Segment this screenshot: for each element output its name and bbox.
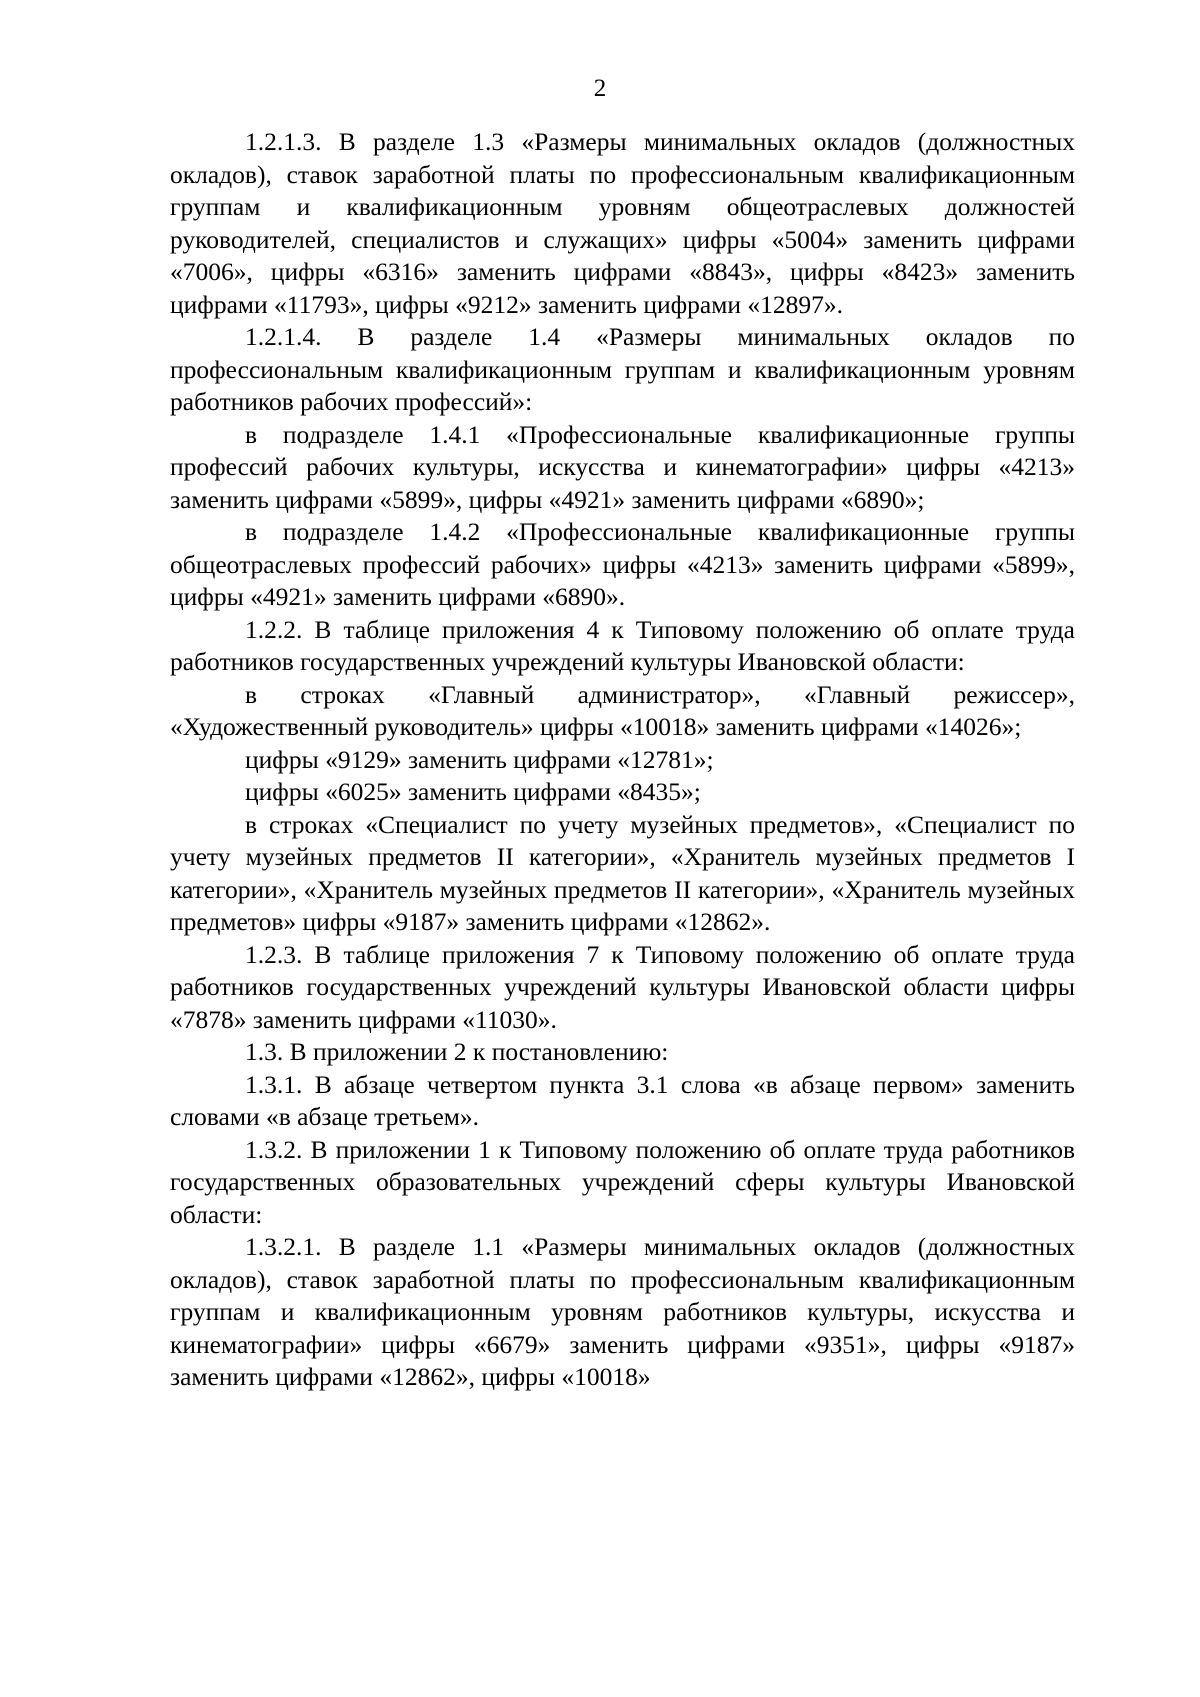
paragraph-1-3-1: 1.3.1. В абзаце четвертом пункта 3.1 слова «в абзаце первом» заменить словами «в абзаце третьем».	[170, 1069, 1075, 1131]
paragraph-rows-directors: в строках «Главный администратор», «Главный режиссер», «Художественный руководитель» цифры «10018» заменить цифрами «14026»;	[170, 679, 1075, 741]
document-body	[170, 126, 1075, 1394]
paragraph-1-2-2: 1.2.2. В таблице приложения 4 к Типовому положению об оплате труда работников государственных учреждений культуры Ивановской области:	[170, 614, 1075, 676]
paragraph-1-2-3: 1.2.3. В таблице приложения 7 к Типовому положению об оплате труда работников государственных учреждений культуры Ивановской области цифры «7878» заменить цифрами «11030».	[170, 939, 1075, 1034]
paragraph-subsection-1-4-2: в подразделе 1.4.2 «Профессиональные квалификационные группы общеотраслевых профессий рабочих» цифры «4213» заменить цифрами «5899», цифры «4921» заменить цифрами «6890».	[170, 517, 1075, 611]
paragraph-rows-museum-specialists: в строках «Специалист по учету музейных предметов», «Специалист по учету музейных предметов II категории», «Хранитель музейных предметов I категории», «Хранитель музейных предметов II категории», «Хранитель музейных предметов» цифры «9187» заменить цифрами «12862».	[170, 809, 1075, 936]
paragraph-1-2-1-3: 1.2.1.3. В разделе 1.3 «Размеры минимальных окладов (должностных окладов), ставок заработной платы по профессиональным квалификационным группам и квалификационным уровням общеотраслевых должностей руководителей, специалистов и служащих» цифры «5004» заменить цифрами «7006», цифры «6316» заменить цифрами «8843», цифры «8423» заменить цифрами «11793», цифры «9212» заменить цифрами «12897».	[170, 127, 1075, 319]
page-number: 2	[593, 75, 607, 102]
paragraph-subsection-1-4-1: в подразделе 1.4.1 «Профессиональные квалификационные группы профессий рабочих культуры, искусства и кинематографии» цифры «4213» заменить цифрами «5899», цифры «4921» заменить цифрами «6890»;	[170, 419, 1075, 514]
paragraph-1-3: 1.3. В приложении 2 к постановлению:	[245, 1037, 669, 1066]
paragraph-1-2-1-4: 1.2.1.4. В разделе 1.4 «Размеры минимальных окладов по профессиональным квалификационным группам и квалификационным уровням работников рабочих профессий»:	[170, 322, 1075, 416]
paragraph-1-3-2-1: 1.3.2.1. В разделе 1.1 «Размеры минимальных окладов (должностных окладов), ставок заработной платы по профессиональным квалификационным группам и квалификационным уровням работников культуры, искусства и кинематографии» цифры «6679» заменить цифрами «9351», цифры «9187» заменить цифрами «12862», цифры «10018»	[170, 1232, 1075, 1391]
paragraph-1-3-2: 1.3.2. В приложении 1 к Типовому положению об оплате труда работников государственных образовательных учреждений сферы культуры Ивановской области:	[170, 1134, 1075, 1229]
paragraph-figures-9129: цифры «9129» заменить цифрами «12781»;	[245, 744, 714, 774]
paragraph-figures-6025: цифры «6025» заменить цифрами «8435»;	[245, 777, 701, 806]
